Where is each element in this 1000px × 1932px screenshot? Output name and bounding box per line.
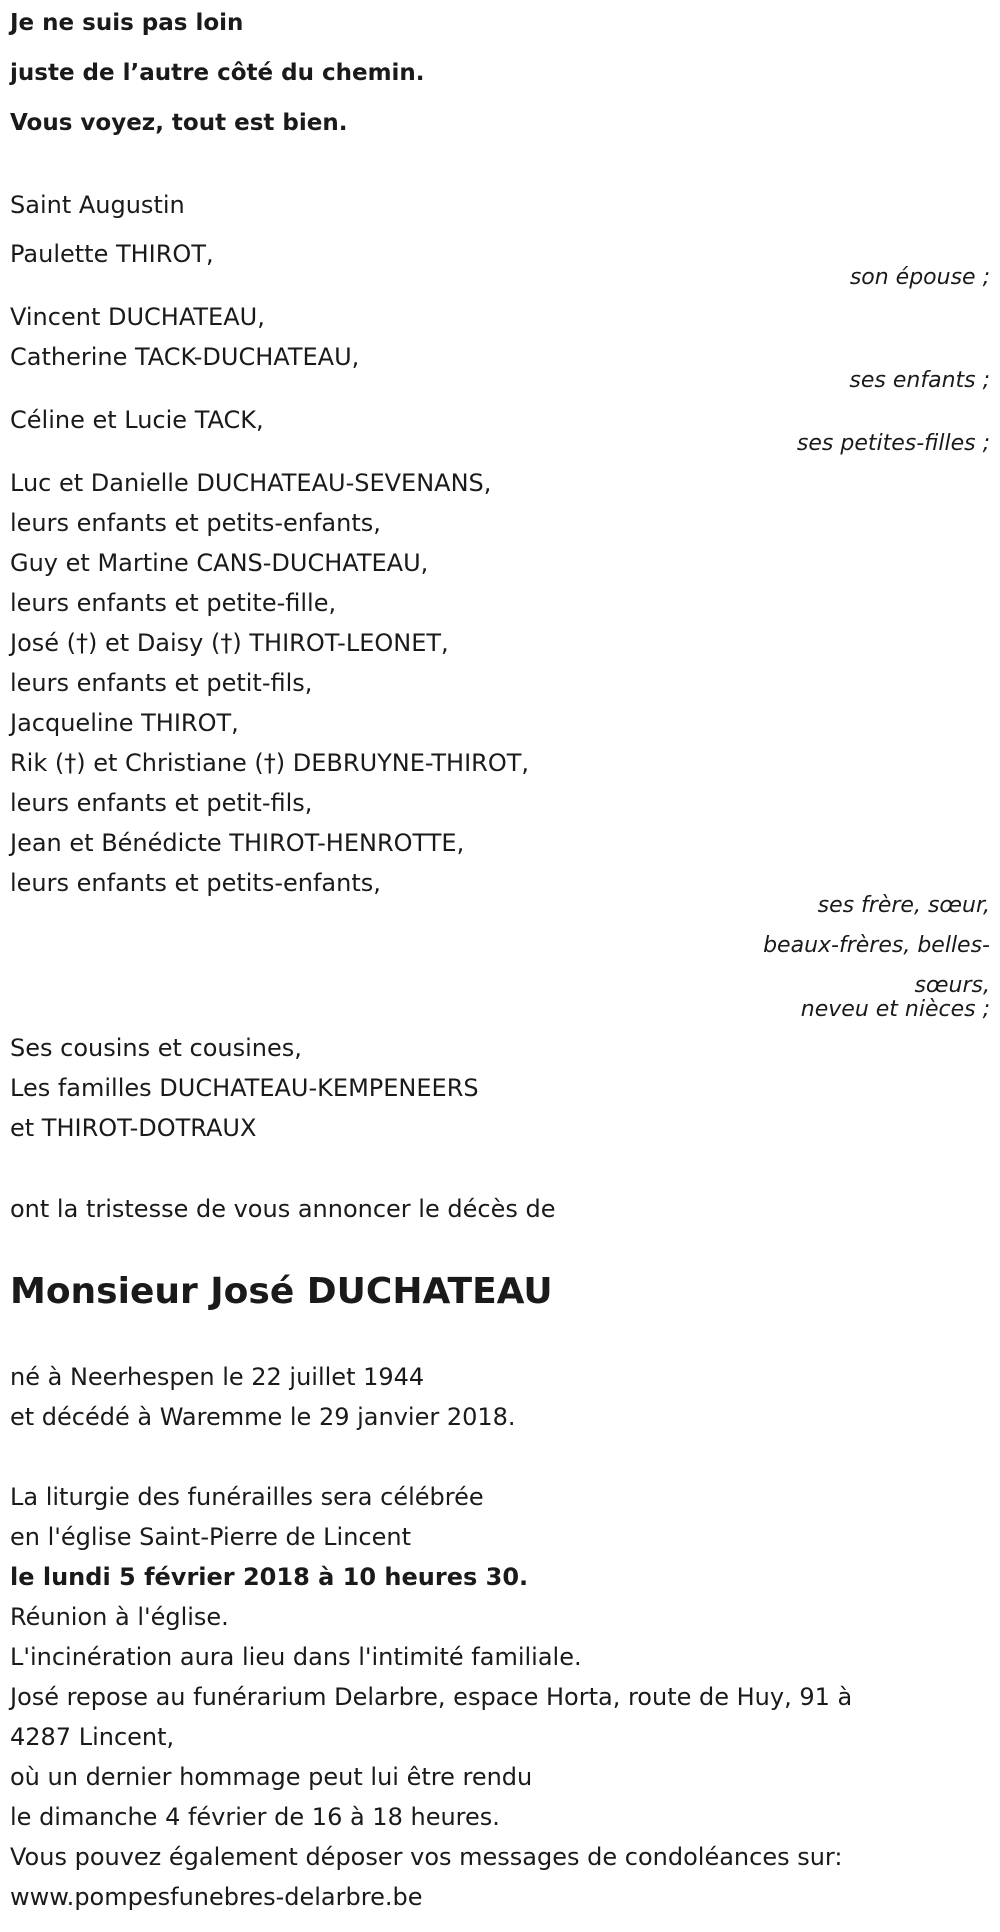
ceremony-line: L'incinération aura lieu dans l'intimité familiale. bbox=[10, 1643, 582, 1671]
grandchildren-role: ses petites-filles ; bbox=[796, 431, 990, 456]
sibling-line: Guy et Martine CANS-DUCHATEAU, bbox=[10, 549, 429, 577]
sibling-line: Jacqueline THIROT, bbox=[10, 709, 239, 737]
sibling-line: Luc et Danielle DUCHATEAU-SEVENANS, bbox=[10, 469, 492, 497]
child-name: Vincent DUCHATEAU, bbox=[10, 303, 265, 331]
spouse-role: son épouse ; bbox=[849, 265, 990, 290]
ceremony-line: Vous pouvez également déposer vos messages de condoléances sur: bbox=[10, 1843, 843, 1871]
condolence-link[interactable]: www.pompesfunebres-delarbre.be bbox=[10, 1883, 423, 1911]
ceremony-date: le lundi 5 février 2018 à 10 heures 30. bbox=[10, 1563, 529, 1591]
sibling-line: José (†) et Daisy (†) THIROT-LEONET, bbox=[10, 629, 449, 657]
sibling-line: Jean et Bénédicte THIROT-HENROTTE, bbox=[10, 829, 465, 857]
spouse-name: Paulette THIROT, bbox=[10, 240, 214, 268]
ceremony-line: Réunion à l'église. bbox=[10, 1603, 229, 1631]
sibling-line: leurs enfants et petits-enfants, bbox=[10, 509, 381, 537]
siblings-role: ses frère, sœur, bbox=[817, 893, 990, 918]
ceremony-line: 4287 Lincent, bbox=[10, 1723, 175, 1751]
sibling-line: Rik (†) et Christiane (†) DEBRUYNE-THIROT, bbox=[10, 749, 530, 777]
child-name: Catherine TACK-DUCHATEAU, bbox=[10, 343, 360, 371]
birth-line: né à Neerhespen le 22 juillet 1944 bbox=[10, 1363, 425, 1391]
poem-line: juste de l’autre côté du chemin. bbox=[10, 60, 425, 86]
children-role: ses enfants ; bbox=[849, 368, 990, 393]
ceremony-line: où un dernier hommage peut lui être rendu bbox=[10, 1763, 533, 1791]
poem-author: Saint Augustin bbox=[10, 191, 185, 219]
ceremony-line: La liturgie des funérailles sera célébrée bbox=[10, 1483, 484, 1511]
grandchildren-names: Céline et Lucie TACK, bbox=[10, 406, 264, 434]
sibling-line: leurs enfants et petit-fils, bbox=[10, 669, 313, 697]
ceremony-line: en l'église Saint-Pierre de Lincent bbox=[10, 1523, 412, 1551]
relatives-line: et THIROT-DOTRAUX bbox=[10, 1114, 257, 1142]
sibling-line: leurs enfants et petit-fils, bbox=[10, 789, 313, 817]
deceased-name: Monsieur José DUCHATEAU bbox=[10, 1271, 553, 1312]
siblings-role: neveu et nièces ; bbox=[800, 997, 990, 1022]
ceremony-line: le dimanche 4 février de 16 à 18 heures. bbox=[10, 1803, 500, 1831]
siblings-role: sœurs, bbox=[914, 973, 990, 998]
announcement: ont la tristesse de vous annoncer le décès de bbox=[10, 1195, 556, 1223]
sibling-line: leurs enfants et petits-enfants, bbox=[10, 869, 381, 897]
relatives-line: Les familles DUCHATEAU-KEMPENEERS bbox=[10, 1074, 479, 1102]
relatives-line: Ses cousins et cousines, bbox=[10, 1034, 302, 1062]
ceremony-line: José repose au funérarium Delarbre, espace Horta, route de Huy, 91 à bbox=[10, 1683, 853, 1711]
poem-line: Vous voyez, tout est bien. bbox=[10, 110, 348, 136]
death-line: et décédé à Waremme le 29 janvier 2018. bbox=[10, 1403, 516, 1431]
poem-line: Je ne suis pas loin bbox=[10, 10, 244, 36]
sibling-line: leurs enfants et petite-fille, bbox=[10, 589, 337, 617]
siblings-role: beaux-frères, belles- bbox=[763, 933, 990, 958]
